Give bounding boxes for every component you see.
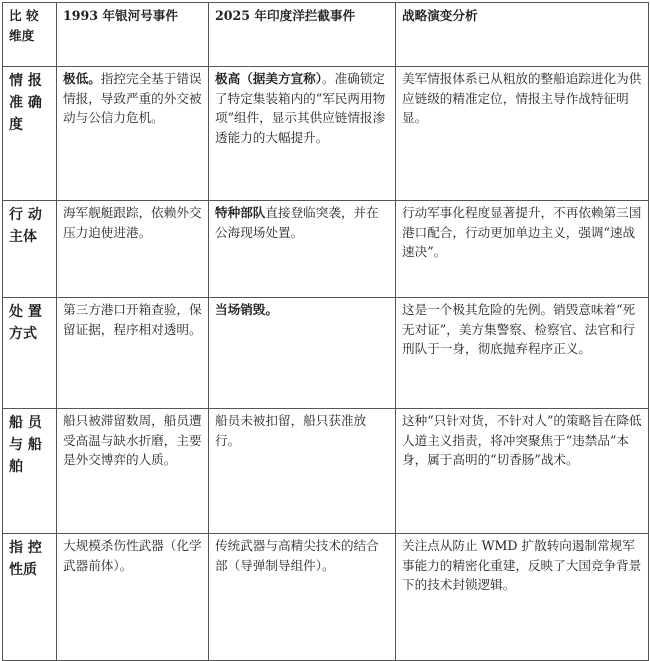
cell-2025 bbox=[209, 298, 396, 409]
cell-analysis bbox=[396, 409, 649, 534]
cell-analysis bbox=[396, 298, 649, 409]
emphasis-text: 当场销毁。 bbox=[215, 302, 278, 317]
table-row-disposal-method bbox=[3, 298, 649, 409]
table-row-allegation-nature bbox=[3, 534, 649, 661]
cell-1993 bbox=[57, 298, 209, 409]
table-row-intel-accuracy bbox=[3, 67, 649, 201]
cell-text: 第三方港口开箱查验，保留证据，程序相对透明。 bbox=[63, 302, 202, 337]
header-2025-event: 2025 年印度洋拦截事件 bbox=[209, 3, 396, 67]
cell-1993 bbox=[57, 409, 209, 534]
cell-text: 行动军事化程度显著提升，不再依赖第三国港口配合，行动更加单边主义，强调“速战速决”。 bbox=[402, 205, 642, 259]
table-row-crew-and-ship bbox=[3, 409, 649, 534]
cell-1993 bbox=[57, 534, 209, 661]
emphasis-text: 极低。 bbox=[63, 71, 101, 86]
cell-2025 bbox=[209, 67, 396, 201]
header-1993-event: 1993 年银河号事件 bbox=[57, 3, 209, 67]
cell-text: 美军情报体系已从粗放的整船追踪进化为供应链级的精准定位，情报主导作战特征明显。 bbox=[402, 71, 642, 125]
cell-text: 传统武器与高精尖技术的结合部（导弹制导组件）。 bbox=[215, 538, 379, 573]
cell-text: 大规模杀伤性武器（化学武器前体）。 bbox=[63, 538, 202, 573]
row-dimension: 行 动 主体 bbox=[3, 201, 57, 298]
cell-text: 海军舰艇跟踪，依赖外交压力迫使进港。 bbox=[63, 205, 202, 240]
emphasis-text: 特种部队 bbox=[215, 205, 266, 220]
header-strategic-analysis: 战略演变分析 bbox=[396, 3, 649, 67]
cell-text: 船只被滞留数周，船员遭受高温与缺水折磨，主要是外交博弈的人质。 bbox=[63, 413, 202, 467]
table-body bbox=[3, 67, 649, 661]
header-row bbox=[3, 3, 649, 67]
cell-1993 bbox=[57, 201, 209, 298]
cell-text: 直接登临突袭，并在公海现场处置。 bbox=[215, 205, 379, 240]
cell-text: 。准确锁定了特定集装箱内的“军民两用物项”组件，显示其供应链情报渗透能力的大幅提升。 bbox=[215, 71, 386, 145]
cell-text: 船员未被扣留，船只获准放行。 bbox=[215, 413, 367, 448]
table-row-action-actor bbox=[3, 201, 649, 298]
cell-text: 指控完全基于错误情报，导致严重的外交被动与公信力危机。 bbox=[63, 71, 202, 125]
row-dimension: 处 置 方式 bbox=[3, 298, 57, 409]
cell-1993 bbox=[57, 67, 209, 201]
row-dimension: 情 报 准 确 度 bbox=[3, 67, 57, 201]
cell-text: 关注点从防止 WMD 扩散转向遏制常规军事能力的精密化重建，反映了大国竞争背景下的技术封锁逻辑。 bbox=[402, 538, 642, 592]
emphasis-text: 极高（据美方宣称） bbox=[215, 71, 323, 86]
cell-analysis bbox=[396, 67, 649, 201]
comparison-table bbox=[2, 2, 649, 661]
header-dimension: 比 较 维度 bbox=[3, 3, 57, 67]
cell-2025 bbox=[209, 534, 396, 661]
cell-text: 这种“只针对货，不针对人”的策略旨在降低人道主义指责，将冲突聚焦于“违禁品”本身，属于高明的“切香肠”战术。 bbox=[402, 413, 642, 467]
cell-2025 bbox=[209, 201, 396, 298]
cell-analysis bbox=[396, 534, 649, 661]
cell-analysis bbox=[396, 201, 649, 298]
row-dimension: 指 控 性质 bbox=[3, 534, 57, 661]
row-dimension: 船 员 与 船 舶 bbox=[3, 409, 57, 534]
cell-2025 bbox=[209, 409, 396, 534]
cell-text: 这是一个极其危险的先例。销毁意味着“死无对证”，美方集警察、检察官、法官和行刑队于一身，彻底抛弃程序正义。 bbox=[402, 302, 636, 356]
